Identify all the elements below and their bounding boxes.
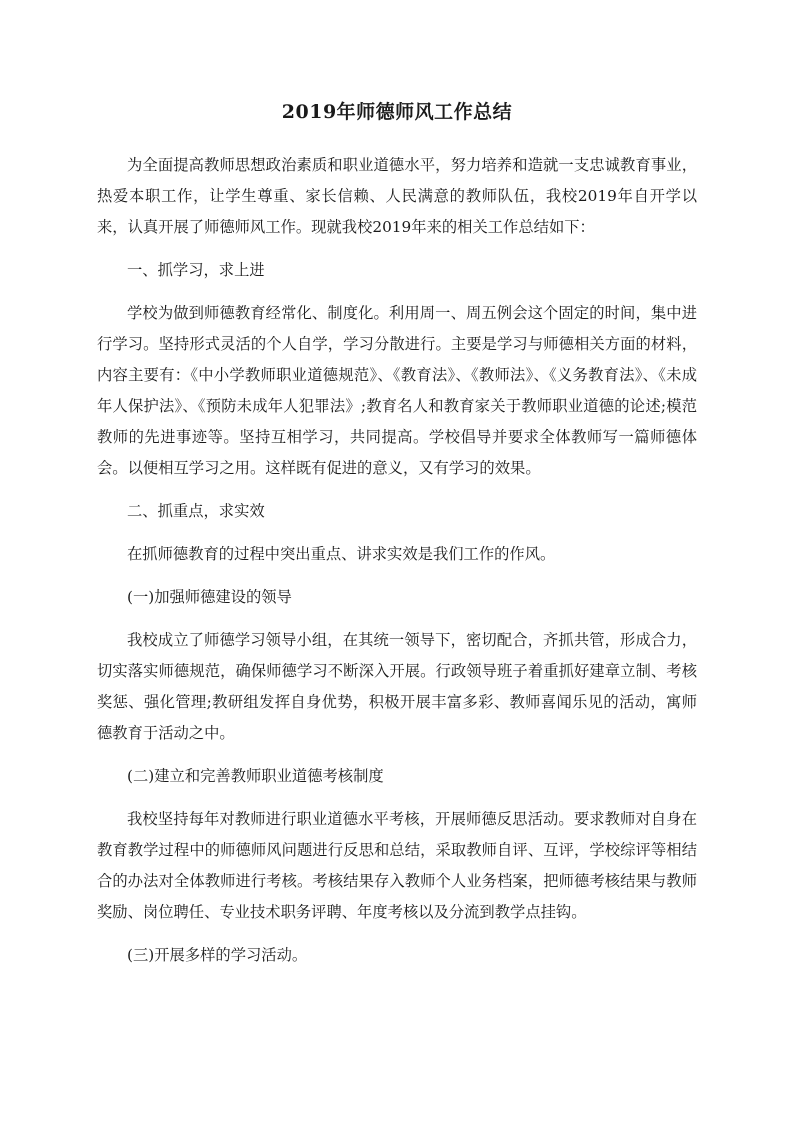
document-title: 2019年师德师风工作总结: [281, 101, 513, 123]
assessment-paragraph: 我校坚持每年对教师进行职业道德水平考核，开展师德反思活动。要求教师对自身在教育教学过程中的师德师风问题进行反思和总结，采取教师自评、互评，学校综评等相结合的办法对全体教师进行考核。考核结果存入教师个人业务档案，把师德考核结果与教师奖励、岗位聘任、专业技术职务评聘、年度考核以及分流到教学点挂钩。: [97, 810, 697, 921]
intro-paragraph: 为全面提高教师思想政治素质和职业道德水平，努力培养和造就一支忠诚教育事业，热爱本职工作，让学生尊重、家长信赖、人民满意的教师队伍，我校2019年自开学以来，认真开展了师德师风工作。现就我校2019年来的相关工作总结如下：: [97, 156, 697, 236]
leadership-paragraph: 我校成立了师德学习领导小组，在其统一领导下，密切配合，齐抓共管，形成合力，切实落实师德规范，确保师德学习不断深入开展。行政领导班子着重抓好建章立制、考核奖惩、强化管理;教研组发挥自身优势，积极开展丰富多彩、教师喜闻乐见的活动，寓师德教育于活动之中。: [97, 631, 697, 742]
document-body: [97, 150, 697, 983]
study-paragraph: 学校为做到师德教育经常化、制度化。利用周一、周五例会这个固定的时间，集中进行学习。坚持形式灵活的个人自学，学习分散进行。主要是学习与师德相关方面的材料，内容主要有：《中小学教师职业道德规范》、《教育法》、《教师法》、《义务教育法》、《未成年人保护法》、《预防未成年人犯罪法》;教育名人和教育家关于教师职业道德的论述;模范教师的先进事迹等。坚持互相学习，共同提高。学校倡导并要求全体教师写一篇师德体会。以便相互学习之用。这样既有促进的意义，又有学习的效果。: [97, 304, 697, 477]
subsection-heading-leadership: (一)加强师德建设的领导: [127, 588, 292, 606]
subsection-heading-activities: (三)开展多样的学习活动。: [127, 946, 308, 964]
subsection-heading-assessment: (二)建立和完善教师职业道德考核制度: [127, 767, 384, 785]
section-heading-study: 一、抓学习，求上进: [127, 261, 265, 279]
focus-paragraph: 在抓师德教育的过程中突出重点、讲求实效是我们工作的作风。: [127, 545, 556, 563]
section-heading-focus: 二、抓重点，求实效: [127, 502, 265, 520]
